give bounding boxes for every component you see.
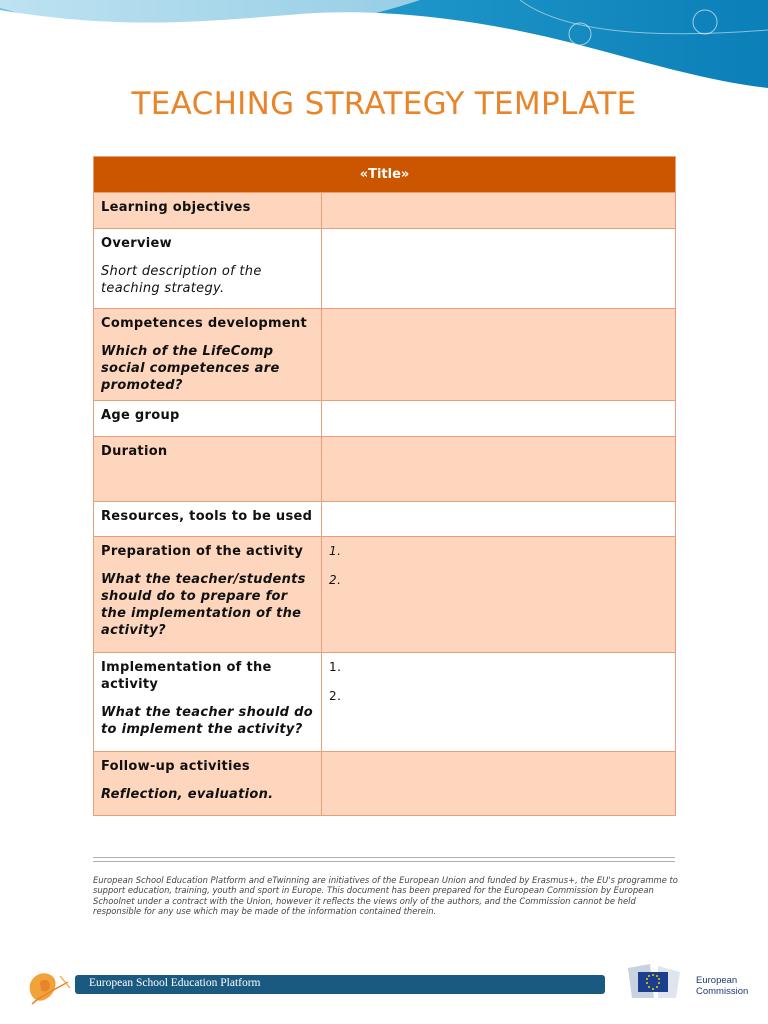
strategy-table bbox=[93, 156, 676, 816]
row-description: Reflection, evaluation. bbox=[101, 787, 274, 802]
row-label: Age group bbox=[101, 408, 180, 423]
ec-text bbox=[696, 975, 748, 997]
footer-divider bbox=[93, 861, 675, 862]
row-description: What the teacher/students should do to prepare for the implementation of the activity? bbox=[101, 572, 306, 638]
table-row bbox=[94, 309, 676, 401]
european-commission-logo-icon bbox=[624, 962, 684, 1000]
footer-divider bbox=[93, 857, 675, 858]
platform-bar bbox=[75, 975, 605, 994]
row-label: Overview bbox=[101, 236, 172, 251]
ec-line2: Commission bbox=[696, 986, 749, 997]
row-description: Short description of the teaching strategy. bbox=[101, 264, 262, 296]
row-description: What the teacher should do to implement the activity? bbox=[101, 705, 313, 737]
row-description: Which of the LifeComp social competences are promoted? bbox=[101, 344, 280, 393]
list-item-number: 1. bbox=[329, 544, 342, 558]
table-row bbox=[94, 502, 676, 537]
table-row bbox=[94, 437, 676, 502]
header-wave-graphic bbox=[0, 0, 768, 90]
list-item-number: 1. bbox=[329, 660, 342, 674]
table-row bbox=[94, 537, 676, 653]
value-cell[interactable] bbox=[322, 437, 676, 502]
platform-name: European School Education Platform bbox=[89, 977, 261, 989]
value-cell[interactable] bbox=[322, 537, 676, 653]
row-label: Duration bbox=[101, 444, 168, 459]
row-label: Implementation of the activity bbox=[101, 660, 272, 692]
row-label: Resources, tools to be used bbox=[101, 509, 313, 524]
page-title: TEACHING STRATEGY TEMPLATE bbox=[131, 86, 637, 122]
table-row bbox=[94, 653, 676, 752]
value-cell[interactable] bbox=[322, 193, 676, 229]
value-cell[interactable] bbox=[322, 502, 676, 537]
row-label: Preparation of the activity bbox=[101, 544, 304, 559]
row-label: Learning objectives bbox=[101, 200, 251, 215]
list-item-number: 2. bbox=[329, 573, 342, 587]
disclaimer-text: European School Education Platform and eTwinning are initiatives of the European Union and funded by Erasmus+, the EU's programme to support education, training, youth and sport in Europe. This document has been prepared for the European Commission by European Schoolnet under a contract with the Union, however it reflects the views only of the authors, and the Commission cannot be held responsible for any use which may be made of the information contained therein. bbox=[93, 875, 678, 916]
value-cell[interactable] bbox=[322, 401, 676, 437]
value-cell[interactable] bbox=[322, 309, 676, 401]
title-cell[interactable]: «Title» bbox=[94, 157, 676, 193]
value-cell[interactable] bbox=[322, 653, 676, 752]
ec-line1: European bbox=[696, 975, 738, 986]
table-row bbox=[94, 752, 676, 816]
row-label: Follow-up activities bbox=[101, 759, 250, 774]
table-row bbox=[94, 401, 676, 437]
esep-logo-icon bbox=[20, 962, 76, 1012]
value-cell[interactable] bbox=[322, 752, 676, 816]
list-item-number: 2. bbox=[329, 689, 342, 703]
table-row bbox=[94, 229, 676, 309]
row-label: Competences development bbox=[101, 316, 308, 331]
value-cell[interactable] bbox=[322, 229, 676, 309]
table-row bbox=[94, 193, 676, 229]
